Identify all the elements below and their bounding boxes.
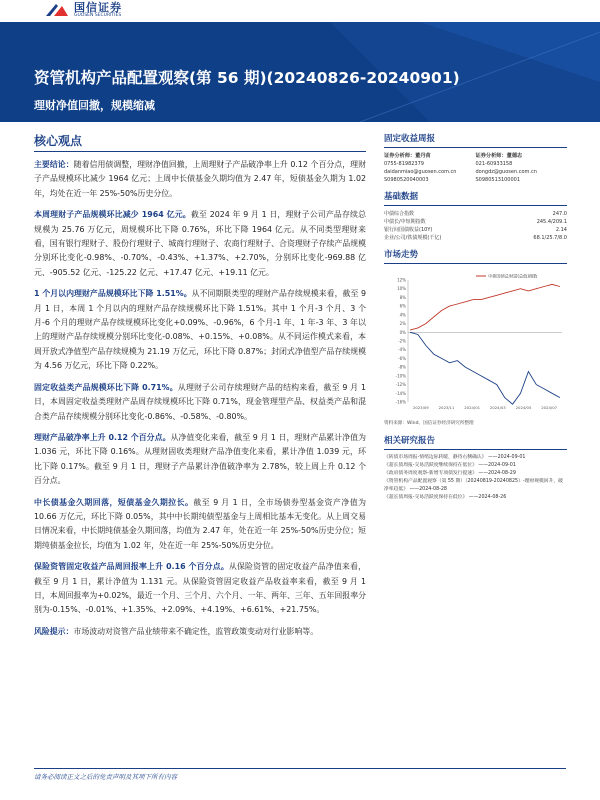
table-value: 2.14 [555,227,567,233]
x-tick-label: 2023/09 [412,405,429,410]
table-row [384,218,567,226]
chart-source: 资料来源：Wind、国信证券经济研究所整理 [384,421,474,426]
paragraph-lead: 1 个月以内理财产品规模环比下降 1.51%。 [34,289,192,299]
paragraph-lead: 风险提示： [34,626,74,636]
y-tick-label: 8% [399,294,406,300]
footer-divider [34,768,566,769]
core-paragraph [34,431,366,489]
analyst-phone: 021-60933158 [475,161,513,167]
table-row [384,234,567,242]
y-tick-label: 2% [399,321,406,327]
core-paragraph [34,208,366,280]
report-type: 固定收益周报 [384,134,436,144]
y-tick-label: 6% [399,303,406,309]
paragraph-text: 从理财子公司存续理财产品的结构来看，截至 9 月 1 日，本周固定收益类理财产品周存续规模环比下降 0.71%，现金管理型产品、权益类产品和混合类产品存续规模分别环比变化-0.86%、-0.58%、-0.80%。 [34,382,366,421]
paragraph-lead: 保险资管固定收益产品周回报率上升 0.16 个百分点。 [34,562,229,572]
analyst-email[interactable]: dongdz@guosen.com.cn [475,169,537,175]
core-paragraph [34,560,366,618]
x-tick-label: 2024/03 [489,405,506,410]
paragraph-lead: 中长债基金久期回落，短债基金久期拉长。 [34,497,194,507]
page-title: 资管机构产品配置观察(第 56 期)(20240826-20240901) [34,69,460,87]
series-line-1 [410,332,560,404]
core-views-section [34,132,366,646]
related-report-link[interactable]: 《政府债务周度观察-新增专项债发行提速》 ——2024-08-29 [384,471,516,476]
brand-name-cn: 国信证券 [74,0,122,14]
analyst-list [384,152,567,184]
series-line-0 [410,284,560,330]
core-paragraph [34,381,366,424]
table-key: 中债长/中短期指数 [384,219,426,225]
related-reports-list [384,454,567,502]
core-views-heading: 核心观点 [34,134,83,148]
paragraph-lead: 理财产品破净率上升 0.12 个百分点。 [34,432,171,442]
table-key: 中债综合指数 [384,211,415,217]
core-paragraph [34,287,366,373]
related-report-link[interactable]: 《转债市场周报-情绪边际转暖，静待右侧确认》 ——2024-09-01 [384,455,526,460]
y-tick-label: 0% [399,329,406,335]
related-report-link[interactable]: 《超长债周报-交易活跃度继续保持在低位》 ——2024-09-01 [384,463,516,468]
market-trend-chart [384,268,567,418]
basic-data-table [384,210,567,242]
y-tick-label: -2% [398,338,406,344]
y-tick-label: -8% [398,364,406,370]
analyst-card [384,152,476,184]
x-tick-label: 2024/01 [464,405,481,410]
y-tick-label: -6% [398,355,406,361]
divider [384,449,567,450]
x-tick-label: 2024/07 [541,405,558,410]
title-banner [0,22,600,122]
x-tick-label: 2024/05 [515,405,532,410]
table-value: 245.4/209.1 [536,219,567,225]
related-reports-heading: 相关研究报告 [384,436,436,446]
analyst-email[interactable]: daidanmiao@guosen.com.cn [384,169,457,175]
paragraph-text: 从保险资管的固定收益产品净值来看，截至 9 月 1 日，累计净值为 1.131 元。从保险资管固定收益产品收益率来看，截至 9 月 1 日，本周回报率为+0.02%，最近一个月、三个月、六个月、一年、两年、三年、五年回报率分别为-0.15%、-0.01%、+1.35%、+2.09%、+4.19%、+6.61%、+21.75%。 [34,562,366,615]
analyst-label: 证券分析师： [475,153,507,159]
paragraph-lead: 主要结论： [34,160,74,169]
y-tick-label: -10% [395,373,406,379]
legend-label: 中债国债总财富(总值)指数 [488,273,538,279]
table-value: 68.1/25.7/8.0 [533,235,567,241]
y-tick-label: 4% [399,312,406,318]
footer-disclaimer[interactable]: 请务必阅读正文之后的免责声明及其项下所有内容 [34,773,177,781]
market-trend-heading: 市场走势 [384,250,419,260]
divider [384,263,567,264]
x-tick-label: 2023/11 [438,405,455,410]
divider [384,205,567,206]
table-row [384,210,567,218]
analyst-phone: 0755-81982379 [384,161,424,167]
paragraph-lead: 固定收益类产品规模环比下降 0.71%。 [34,382,178,392]
analyst-cert: S0980520040003 [384,177,429,183]
table-row [384,226,567,234]
paragraph-text: 从净值变化来看，截至 9 月 1 日，理财产品累计净值为 1.036 元，环比下降 0.16%。从理财固收类理财产品净值变化来看，累计净值 1.039 元，环比下降 0.17%。截至 9 月 1 日，理财子产品累计净值破净率为 2.78%，较上周上升 0.12 个百分点。 [34,432,366,486]
basic-data-heading: 基础数据 [384,192,419,202]
analyst-name: 董丹苗 [415,153,431,159]
analyst-name: 董德志 [506,153,523,159]
logo-mark-icon [44,2,70,18]
core-paragraph [34,496,366,554]
y-tick-label: 12% [397,277,406,283]
core-paragraph [34,625,366,639]
y-tick-label: -14% [395,390,406,396]
logo-bar [0,0,600,22]
sidebar [384,132,567,502]
y-tick-label: -4% [398,347,406,353]
related-report-link[interactable]: 《资管机构产品配置观察（第 55 期）（20240819-20240825）-理财规模回升，破净率趋低》 ——2024-08-28 [384,479,563,492]
table-value: 247.0 [552,211,567,217]
analyst-cert: S0980513100001 [475,177,521,183]
divider [34,151,366,152]
analyst-label: 证券分析师： [384,153,416,159]
paragraph-lead: 本周理财子产品规模环比减少 1964 亿元。 [34,210,191,220]
brand-logo [44,0,122,20]
table-key: 银行间国债收益(10Y) [384,227,433,233]
paragraph-text: 市场波动对资管产品业绩带来不确定性，监管政策变动对行业影响等。 [73,626,319,636]
y-tick-label: 10% [397,286,406,292]
chart-svg [384,268,567,418]
y-tick-label: -16% [395,399,406,405]
paragraph-text: 随着信用债调整，理财净值回撤，上周理财子产品破净率上升 0.12 个百分点，理财子产品规模环比减少 1964 亿元；上周中长债基金久期均值为 2.47 年，短债基金久期为 1.02 年，均处在近一年 25%-50%历史分位。 [34,160,366,198]
table-key: 企业/公司/铁债规模(千亿) [384,235,442,241]
core-paragraph [34,158,366,201]
paragraph-text: 截至 2024 年 9 月 1 日，理财子公司产品存续总规模为 25.76 万亿元，周规模环比下降 0.76%，环比下降 1964 亿元。从不同类型理财来看，国有银行理财子、股份行理财子、城商行理财子、农商行理财子、合资理财子存续产品规模分别环比变化-0.98%、-0.70%、-0.43%、+1.37%、+2.70%，分别环比变化-969.88 亿元、-905.52 亿元、-125.22 亿元、+17.47 亿元、+19.11 亿元。 [34,210,366,277]
y-tick-label: -12% [395,382,406,388]
analyst-card [476,152,568,184]
related-report-link[interactable]: 《超长债周报-交易活跃度保持在低位》 ——2024-08-26 [384,495,507,500]
paragraph-text: 截至 9 月 1 日，全市场债券型基金资产净值为 10.66 万亿元，环比下降 0.05%，其中中长期纯债型基金与上周相比基本无变化。从上周交易日情况来看，中长期纯债基金久期回落，均值为 2.47 年，处在近一年 25%-50%历史分位；短期纯债基金拉长，均值为 1.02 年，处在近一年 25%-50%历史分位。 [34,497,366,550]
core-paragraphs [34,158,366,639]
divider [384,147,567,148]
brand-name-en: GUOSEN SECURITIES [74,12,122,18]
paragraph-text: 从不同期限类型的理财产品存续规模来看，截至 9 月 1 日，本周 1 个月以内的理财产品存续规模环比下降 1.51%。其中 1 个月-3 个月、3 个月-6 个月的理财产品存续规模环比变化+0.09%、-0.96%，6 个月-1 年、1 年-3 年、3 年以上的理财产品存续规模分别环比变化-0.08%、+0.15%、+0.08%。从不同运作模式来看，本周开放式净值型产品存续规模为 21.19 万亿元，环比下降 0.87%；封闭式净值型产品存续规模为 4.56 万亿元，环比下降 0.22%。 [34,289,366,371]
page-subtitle: 理财净值回撤，规模缩减 [34,99,155,112]
